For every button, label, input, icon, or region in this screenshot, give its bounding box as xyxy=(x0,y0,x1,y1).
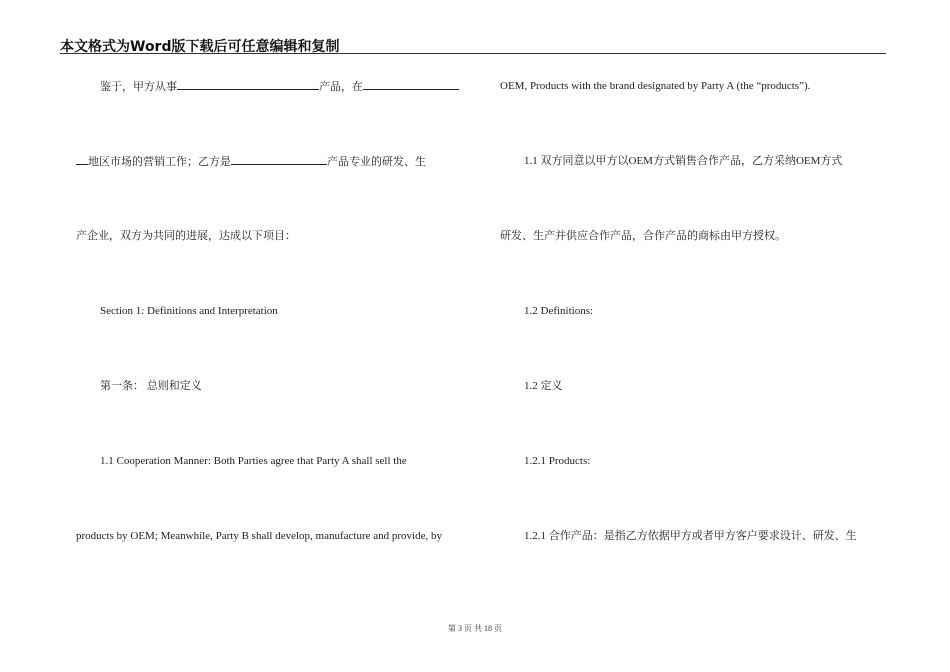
cooperation-line-2: products by OEM; Meanwhile, Party B shall develop, manufacture and provide, by xyxy=(76,530,442,542)
left-paragraph-line-2 xyxy=(76,154,426,169)
right-line-6: 1.2.1 Products: xyxy=(524,455,591,467)
right-line-4: 1.2 Definitions: xyxy=(524,305,594,317)
right-line-1: OEM, Products with the brand designated by Party A (the “products”). xyxy=(500,80,811,92)
text-segment: 产品，在 xyxy=(319,81,363,93)
left-paragraph-line-3: 产企业，双方为共同的进展，达成以下项目： xyxy=(76,230,296,242)
text-segment: 地区市场的营销工作；乙方是 xyxy=(88,156,231,168)
right-line-3: 研发、生产并供应合作产品，合作产品的商标由甲方授权。 xyxy=(500,230,786,242)
section-heading-en: Section 1: Definitions and Interpretation xyxy=(100,305,278,317)
text-segment: 产品专业的研发、生 xyxy=(327,156,426,168)
right-line-2: 1.1 双方同意以甲方以OEM方式销售合作产品，乙方采纳OEM方式 xyxy=(524,155,843,167)
cooperation-line-1: 1.1 Cooperation Manner: Both Parties agree that Party A shall sell the xyxy=(100,455,407,467)
page-number-footer: 第 3 页 共 18 页 xyxy=(448,624,502,633)
text-segment: 鉴于，甲方从事 xyxy=(100,81,177,93)
right-line-5: 1.2 定义 xyxy=(524,380,563,392)
fill-in-blank xyxy=(363,79,459,90)
left-paragraph-line-1 xyxy=(100,79,459,94)
fill-in-blank xyxy=(231,154,327,165)
document-header-title: 本文格式为Word版下载后可任意编辑和复制 xyxy=(60,39,340,55)
section-heading-cn: 第一条： 总则和定义 xyxy=(100,380,202,392)
right-line-7: 1.2.1 合作产品：是指乙方依据甲方或者甲方客户要求设计、研发、生 xyxy=(524,530,857,542)
fill-in-blank xyxy=(177,79,319,90)
header-divider xyxy=(60,53,886,54)
fill-in-blank xyxy=(76,154,88,165)
